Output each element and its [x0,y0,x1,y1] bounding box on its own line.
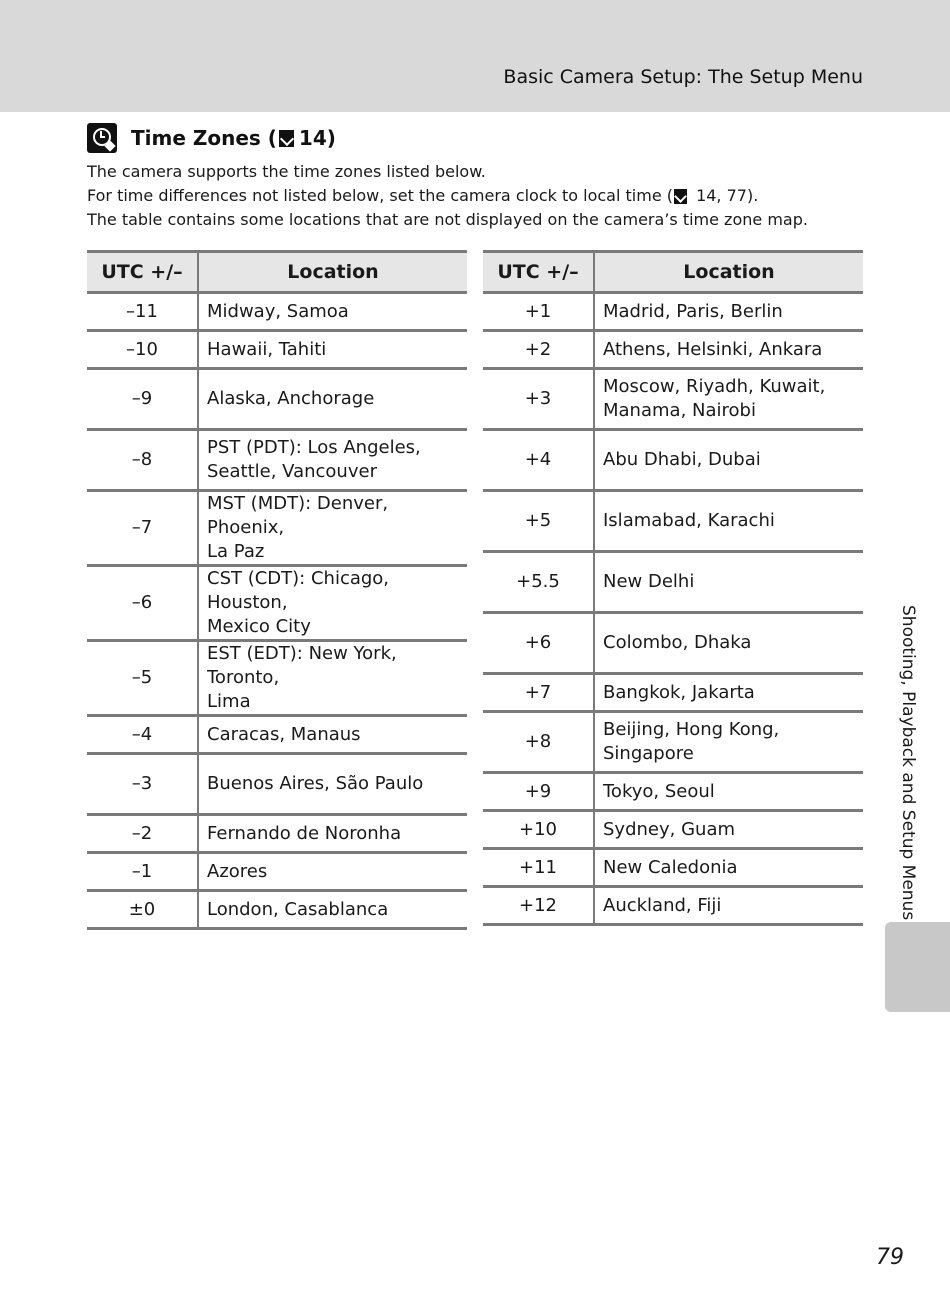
utc-offset-cell: +6 [483,613,594,674]
table-row [483,331,863,369]
intro-line-2-end: 14, 77). [690,186,759,205]
column-header-utc: UTC +/– [87,252,198,293]
location-line-1: CST (CDT): Chicago, Houston, [207,568,390,613]
utc-offset-cell: +7 [483,674,594,712]
location-cell [594,369,863,430]
intro-line-3: The table contains some locations that are not displayed on the camera’s time zone map. [87,210,808,229]
location-cell: Bangkok, Jakarta [594,674,863,712]
table-row [87,716,467,754]
location-cell [198,641,467,716]
time-zone-icon [87,123,117,153]
utc-offset-cell: –2 [87,815,198,853]
location-line-2: Seattle, Vancouver [207,461,377,482]
location-cell: Sydney, Guam [594,811,863,849]
table-row [87,331,467,369]
utc-offset-cell: –9 [87,369,198,430]
section-title-ref: 14) [298,126,336,150]
location-cell [198,430,467,491]
table-row [87,853,467,891]
section-title [131,126,336,150]
utc-offset-cell: +3 [483,369,594,430]
time-zone-table-left [87,250,467,930]
chapter-side-label: Shooting, Playback and Setup Menus [898,605,918,921]
location-cell: Caracas, Manaus [198,716,467,754]
column-header-utc: UTC +/– [483,252,594,293]
table-row [87,891,467,929]
utc-offset-cell: +8 [483,712,594,773]
section-heading [87,120,336,156]
utc-offset-cell: +5 [483,491,594,552]
location-cell: Madrid, Paris, Berlin [594,293,863,331]
utc-offset-cell: +5.5 [483,552,594,613]
location-cell: Athens, Helsinki, Ankara [594,331,863,369]
location-cell: Midway, Samoa [198,293,467,331]
utc-offset-cell: +2 [483,331,594,369]
page-header-title: Basic Camera Setup: The Setup Menu [503,66,863,88]
location-cell: Alaska, Anchorage [198,369,467,430]
location-cell [198,566,467,641]
table-row [483,491,863,552]
location-line-2: La Paz [207,541,265,562]
location-cell: Colombo, Dhaka [594,613,863,674]
column-header-location: Location [594,252,863,293]
location-cell: London, Casablanca [198,891,467,929]
time-zone-table-right [483,250,863,926]
location-cell: New Delhi [594,552,863,613]
location-cell: Tokyo, Seoul [594,773,863,811]
utc-offset-cell: –1 [87,853,198,891]
table-row [483,887,863,925]
section-title-text: Time Zones ( [131,126,277,150]
location-line-1: EST (EDT): New York, Toronto, [207,643,397,688]
table-row [483,773,863,811]
table-row [87,566,467,641]
utc-offset-cell: –11 [87,293,198,331]
utc-offset-cell: –4 [87,716,198,754]
table-row [87,430,467,491]
utc-offset-cell: +10 [483,811,594,849]
location-cell: Abu Dhabi, Dubai [594,430,863,491]
intro-text [87,160,867,232]
utc-offset-cell: ±0 [87,891,198,929]
location-cell: Hawaii, Tahiti [198,331,467,369]
location-cell: New Caledonia [594,849,863,887]
table-row [87,491,467,566]
table-row [87,641,467,716]
page-reference-icon [674,189,687,204]
utc-offset-cell: +11 [483,849,594,887]
location-cell: Auckland, Fiji [594,887,863,925]
table-row [483,613,863,674]
table-row [483,811,863,849]
table-row [483,674,863,712]
location-line-2: Singapore [603,743,694,764]
location-cell: Buenos Aires, São Paulo [198,754,467,815]
location-line-2: Lima [207,691,251,712]
intro-line-2-start: For time differences not listed below, set the camera clock to local time ( [87,186,673,205]
table-row [87,754,467,815]
page-number: 79 [876,1245,904,1270]
utc-offset-cell: –6 [87,566,198,641]
location-cell [594,712,863,773]
location-cell: Islamabad, Karachi [594,491,863,552]
chapter-tab [885,922,950,1012]
location-line-1: MST (MDT): Denver, Phoenix, [207,493,389,538]
location-line-2: Mexico City [207,616,311,637]
table-row [87,815,467,853]
utc-offset-cell: –10 [87,331,198,369]
table-row [483,369,863,430]
table-row [483,712,863,773]
utc-offset-cell: +1 [483,293,594,331]
utc-offset-cell: –3 [87,754,198,815]
location-cell: Fernando de Noronha [198,815,467,853]
column-header-location: Location [198,252,467,293]
location-cell: Azores [198,853,467,891]
header-band [0,0,950,112]
table-row [483,849,863,887]
table-row [483,430,863,491]
intro-line-1: The camera supports the time zones listed below. [87,162,486,181]
utc-offset-cell: +12 [483,887,594,925]
utc-offset-cell: +4 [483,430,594,491]
table-row [87,369,467,430]
utc-offset-cell: –5 [87,641,198,716]
utc-offset-cell: –8 [87,430,198,491]
utc-offset-cell: +9 [483,773,594,811]
table-row [87,293,467,331]
location-line-1: Beijing, Hong Kong, [603,719,780,740]
table-row [483,293,863,331]
location-line-1: Moscow, Riyadh, Kuwait, [603,376,826,397]
page-reference-icon [279,130,294,147]
location-line-1: PST (PDT): Los Angeles, [207,437,421,458]
table-row [483,552,863,613]
location-cell [198,491,467,566]
intro-line-2 [87,184,867,208]
location-line-2: Manama, Nairobi [603,400,756,421]
utc-offset-cell: –7 [87,491,198,566]
